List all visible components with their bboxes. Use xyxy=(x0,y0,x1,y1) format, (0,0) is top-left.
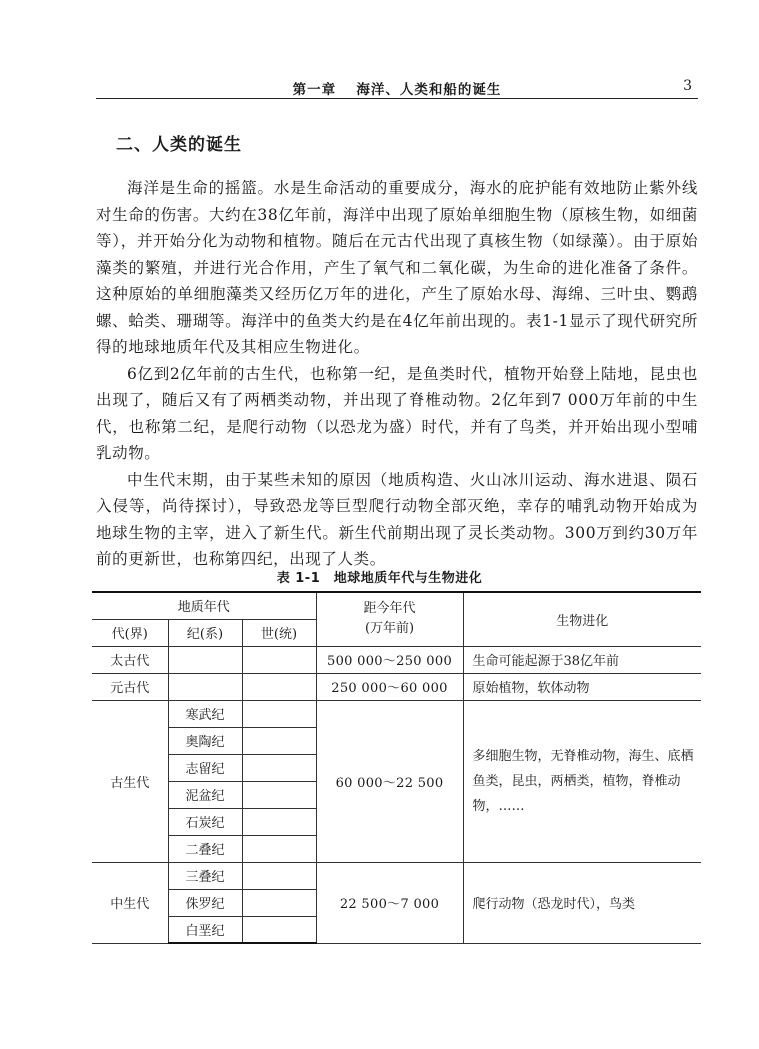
period-cell: 奥陶纪 xyxy=(168,727,242,754)
period-cell: 白垩纪 xyxy=(168,916,242,943)
body-text xyxy=(96,175,698,573)
years-cell: 250 000～60 000 xyxy=(316,673,463,700)
era-cell: 太古代 xyxy=(92,646,168,673)
running-title: 第一章 海洋、人类和船的诞生 xyxy=(292,82,502,98)
evolution-cell: 生命可能起源于38亿年前 xyxy=(463,646,701,673)
epoch-cell xyxy=(242,916,316,943)
era-cell: 元古代 xyxy=(92,673,168,700)
header-evolution: 生物进化 xyxy=(463,592,701,646)
years-cell: 60 000～22 500 xyxy=(316,700,463,862)
paragraph: 中生代末期，由于某些未知的原因（地质构造、火山冰川运动、海水进退、陨石入侵等，尚待探讨），导致恐龙等巨型爬行动物全部灭绝，幸存的哺乳动物开始成为地球生物的主宰，进入了新生代。新生代前期出现了灵长类动物。300万到约30万年前的更新世，也称第四纪，出现了人类。 xyxy=(96,470,698,568)
page-number: 3 xyxy=(683,78,692,94)
period-cell: 泥盆纪 xyxy=(168,781,242,808)
years-cell: 500 000～250 000 xyxy=(316,646,463,673)
epoch-cell xyxy=(242,700,316,727)
section-heading: 二、人类的诞生 xyxy=(116,135,242,155)
evolution-cell: 多细胞生物，无脊椎动物，海生、底栖鱼类，昆虫，两栖类，植物，脊椎动物，…… xyxy=(463,700,701,862)
header-era: 代(界) xyxy=(92,619,168,646)
evolution-cell: 爬行动物（恐龙时代），鸟类 xyxy=(463,862,701,943)
period-cell: 侏罗纪 xyxy=(168,889,242,916)
period-cell: 石炭纪 xyxy=(168,808,242,835)
period-cell xyxy=(168,673,242,700)
header-geologic-age: 地质年代 xyxy=(92,592,316,619)
geologic-time-table xyxy=(92,591,701,944)
era-cell: 古生代 xyxy=(92,700,168,862)
epoch-cell xyxy=(242,808,316,835)
header-period: 纪(系) xyxy=(168,619,242,646)
header-years-ago xyxy=(316,592,463,646)
running-head xyxy=(96,76,698,99)
epoch-cell xyxy=(242,889,316,916)
table-row-proterozoic xyxy=(92,673,701,700)
period-cell: 三叠纪 xyxy=(168,862,242,889)
paragraph: 海洋是生命的摇篮。水是生命活动的重要成分，海水的庇护能有效地防止紫外线对生命的伤害。大约在38亿年前，海洋中出现了原始单细胞生物（原核生物，如细菌等），并开始分化为动物和植物。随后在元古代出现了真核生物（如绿藻）。由于原始藻类的繁殖，并进行光合作用，产生了氧气和二氧化碳，为生命的进化准备了条件。这种原始的单细胞藻类又经历亿万年的进化，产生了原始水母、海绵、三叶虫、鹦鹉螺、蛤类、珊瑚等。海洋中的鱼类大约是在4亿年前出现的。表1-1显示了现代研究所得的地球地质年代及其相应生物进化。 xyxy=(96,179,698,356)
header-epoch: 世(统) xyxy=(242,619,316,646)
evolution-cell: 原始植物，软体动物 xyxy=(463,673,701,700)
header-years-label: 距今年代 xyxy=(363,601,416,617)
epoch-cell xyxy=(242,646,316,673)
period-cell: 志留纪 xyxy=(168,754,242,781)
epoch-cell xyxy=(242,862,316,889)
table-row-mesozoic xyxy=(92,862,701,889)
epoch-cell xyxy=(242,781,316,808)
epoch-cell xyxy=(242,727,316,754)
header-row xyxy=(92,592,701,619)
table-row-paleozoic xyxy=(92,700,701,727)
geologic-table-wrapper xyxy=(92,591,701,944)
epoch-cell xyxy=(242,835,316,862)
era-cell: 中生代 xyxy=(92,862,168,943)
period-cell: 寒武纪 xyxy=(168,700,242,727)
years-cell: 22 500～7 000 xyxy=(316,862,463,943)
table-row-archean xyxy=(92,646,701,673)
period-cell: 二叠纪 xyxy=(168,835,242,862)
epoch-cell xyxy=(242,754,316,781)
paragraph: 6亿到2亿年前的古生代，也称第一纪，是鱼类时代，植物开始登上陆地，昆虫也出现了，随后又有了两栖类动物，并出现了脊椎动物。2亿年到7 000万年前的中生代，也称第二纪，是爬行动物（以恐龙为盛）时代，并有了鸟类，并开始出现小型哺乳动物。 xyxy=(96,364,698,462)
header-years-unit: (万年前) xyxy=(364,621,415,637)
period-cell xyxy=(168,646,242,673)
epoch-cell xyxy=(242,673,316,700)
table-caption: 表 1-1 地球地质年代与生物进化 xyxy=(276,571,483,586)
